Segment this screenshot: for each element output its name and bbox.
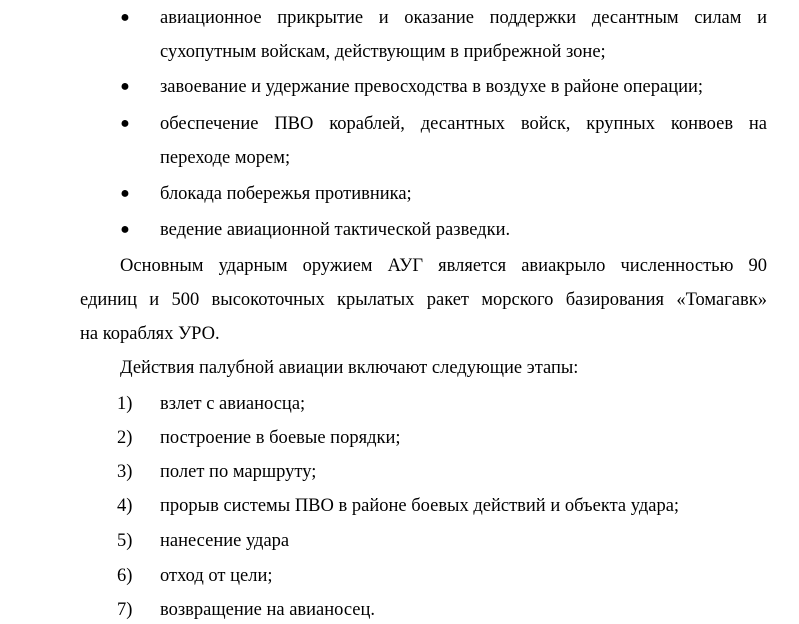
paragraph-1-line-1: Основным ударным оружием АУГ является авиакрыло численностью 90 [120, 256, 767, 276]
bullet-item-3-line-2: переходе морем; [160, 148, 291, 168]
numbered-item-7: возвращение на авианосец. [160, 600, 376, 620]
bullet-icon: ● [120, 9, 130, 26]
bullet-item-1-line-1: авиационное прикрытие и оказание поддержки десантным силам и [160, 8, 767, 28]
list-number: 6) [117, 566, 133, 586]
numbered-item-6: отход от цели; [160, 566, 273, 586]
bullet-item-2: завоевание и удержание превосходства в воздухе в районе операции; [160, 77, 704, 97]
list-number: 2) [117, 428, 133, 448]
numbered-item-1: взлет с авианосца; [160, 394, 306, 414]
list-number: 1) [117, 394, 133, 414]
bullet-icon: ● [120, 78, 130, 95]
bullet-icon: ● [120, 221, 130, 238]
bullet-item-4: блокада побережья противника; [160, 184, 412, 204]
numbered-item-5: нанесение удара [160, 531, 290, 551]
bullet-item-5: ведение авиационной тактической разведки. [160, 220, 511, 240]
numbered-item-4: прорыв системы ПВО в районе боевых действий и объекта удара; [160, 496, 680, 516]
bullet-item-3-line-1: обеспечение ПВО кораблей, десантных войск, крупных конвоев на [160, 114, 767, 134]
bullet-item-1-line-2: сухопутным войскам, действующим в прибрежной зоне; [160, 42, 606, 62]
list-number: 4) [117, 496, 133, 516]
paragraph-1-line-3: на кораблях УРО. [80, 324, 220, 344]
bullet-icon: ● [120, 185, 130, 202]
bullet-icon: ● [120, 115, 130, 132]
list-number: 5) [117, 531, 133, 551]
paragraph-stages-intro: Действия палубной авиации включают следующие этапы: [120, 358, 579, 378]
list-number: 7) [117, 600, 133, 620]
paragraph-1-line-2: единиц и 500 высокоточных крылатых ракет морского базирования «Томагавк» [80, 290, 767, 310]
list-number: 3) [117, 462, 133, 482]
numbered-item-2: построение в боевые порядки; [160, 428, 401, 448]
numbered-item-3: полет по маршруту; [160, 462, 317, 482]
